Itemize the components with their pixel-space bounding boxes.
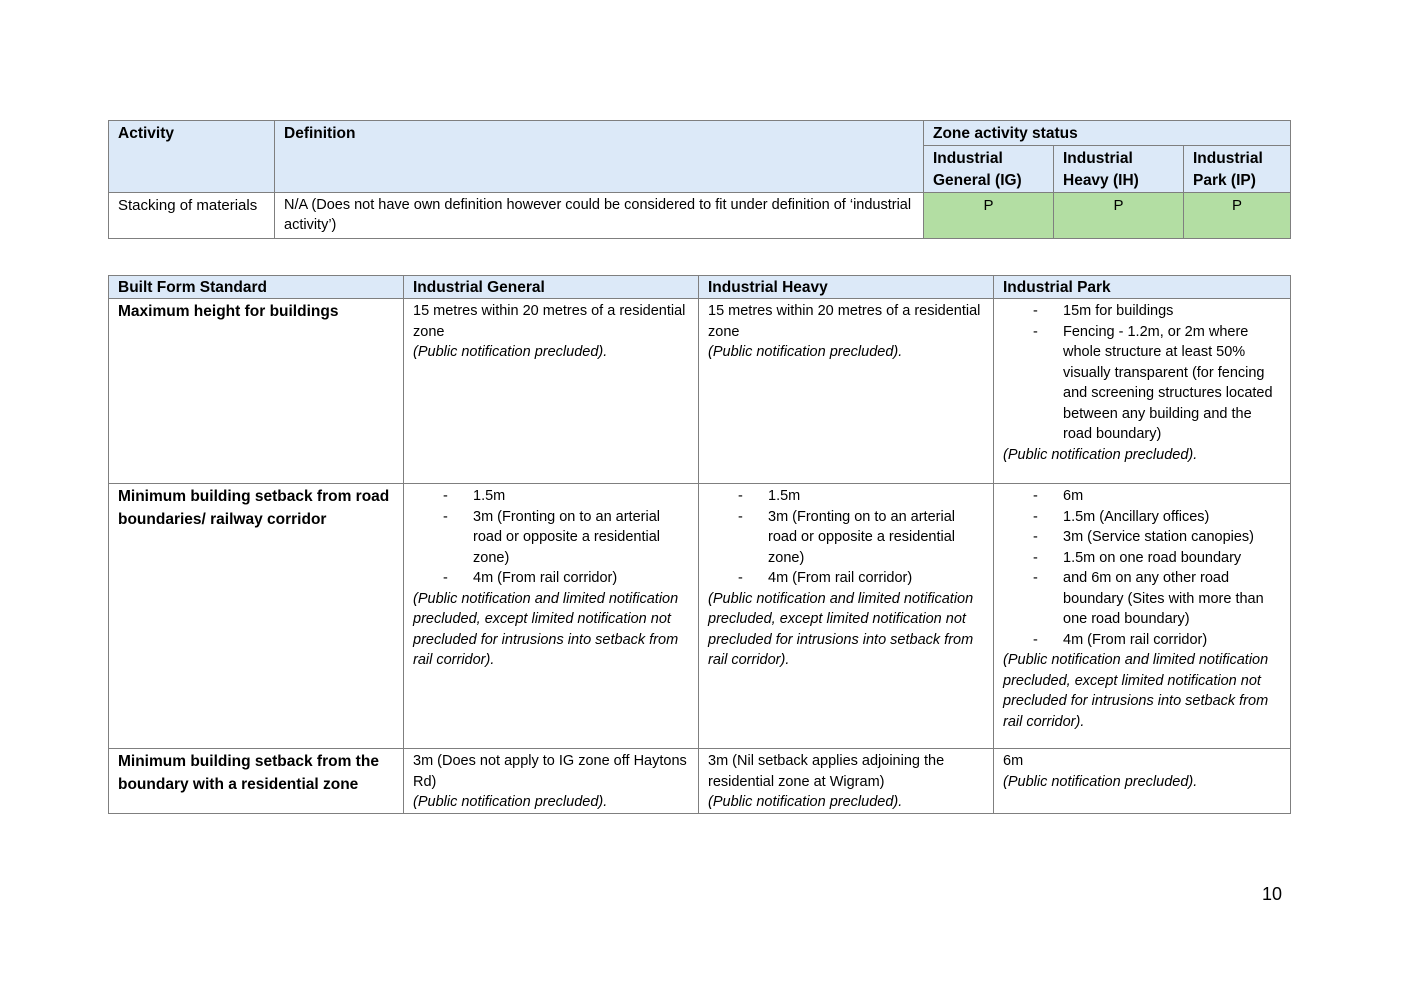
list-item: - 1.5m (Ancillary offices) — [1003, 507, 1281, 528]
built-form-standards-table — [108, 275, 1291, 814]
table-row — [109, 299, 1291, 484]
dash-list — [1003, 301, 1281, 445]
list-item: - 1.5m on one road boundary — [1003, 548, 1281, 569]
list-item: - 3m (Fronting on to an arterial road or opposite a residential zone) — [413, 507, 689, 569]
standard-cell: Minimum building setback from road boundaries/ railway corridor — [109, 484, 404, 749]
cell-note: (Public notification precluded). — [708, 344, 903, 360]
cell-note: (Public notification precluded). — [1003, 446, 1198, 463]
header-industrial-heavy: Industrial Heavy (IH) — [1054, 146, 1184, 193]
list-item: - 3m (Service station canopies) — [1003, 527, 1281, 548]
dash-list — [413, 486, 689, 589]
ip-cell — [994, 299, 1291, 484]
ih-cell — [699, 484, 994, 749]
header-industrial-heavy: Industrial Heavy — [699, 276, 994, 299]
header-definition: Definition — [275, 121, 924, 193]
standard-cell: Minimum building setback from the boundary with a residential zone — [109, 749, 404, 814]
ig-cell — [404, 484, 699, 749]
standard-cell: Maximum height for buildings — [109, 299, 404, 484]
cell-note: (Public notification precluded). — [708, 794, 903, 810]
list-item: - 15m for buildings — [1003, 301, 1281, 322]
ip-cell — [994, 484, 1291, 749]
list-item: - Fencing - 1.2m, or 2m where whole structure at least 50% visually transparent (for fencing and screening structures located between any building and the road boundary) — [1003, 322, 1281, 445]
cell-note: (Public notification and limited notification precluded, except limited notification not precluded for intrusions into setback from rail corridor). — [1003, 652, 1269, 730]
cell-note: (Public notification precluded). — [1003, 773, 1198, 790]
activity-status-table — [108, 120, 1291, 239]
header-built-form-standard: Built Form Standard — [109, 276, 404, 299]
activity-cell: Stacking of materials — [109, 193, 275, 239]
ig-cell — [404, 299, 699, 484]
header-industrial-park: Industrial Park — [994, 276, 1291, 299]
ih-cell — [699, 299, 994, 484]
header-industrial-general: Industrial General (IG) — [924, 146, 1054, 193]
ip-cell — [994, 749, 1291, 814]
list-item: - 4m (From rail corridor) — [413, 568, 689, 589]
cell-text: 6m — [1003, 753, 1024, 769]
header-industrial-park: Industrial Park (IP) — [1184, 146, 1291, 193]
cell-text: 15 metres within 20 metres of a residential zone — [708, 303, 981, 340]
list-item: - 1.5m — [413, 486, 689, 507]
status-ih: P — [1054, 193, 1184, 239]
ig-cell — [404, 749, 699, 814]
list-item: - 4m (From rail corridor) — [708, 568, 984, 589]
cell-note: (Public notification and limited notification precluded, except limited notification not precluded for intrusions into setback from rail corridor). — [413, 590, 679, 668]
list-item: - 4m (From rail corridor) — [1003, 630, 1281, 651]
cell-text: 15 metres within 20 metres of a residential zone — [413, 303, 686, 340]
table-row — [109, 484, 1291, 749]
list-item: - 3m (Fronting on to an arterial road or opposite a residential zone) — [708, 507, 984, 569]
cell-text: 3m (Does not apply to IG zone off Haytons Rd) — [413, 753, 687, 790]
list-item: - 6m — [1003, 486, 1281, 507]
cell-text: 3m (Nil setback applies adjoining the residential zone at Wigram) — [708, 753, 945, 790]
header-activity: Activity — [109, 121, 275, 193]
header-zone-activity-status: Zone activity status — [924, 121, 1291, 146]
cell-note: (Public notification and limited notification precluded, except limited notification not precluded for intrusions into setback from rail corridor). — [708, 590, 974, 668]
dash-list — [1003, 486, 1281, 650]
status-ip: P — [1184, 193, 1291, 239]
cell-note: (Public notification precluded). — [413, 794, 608, 810]
list-item: - and 6m on any other road boundary (Sites with more than one road boundary) — [1003, 568, 1281, 630]
dash-list — [708, 486, 984, 589]
list-item: - 1.5m — [708, 486, 984, 507]
cell-note: (Public notification precluded). — [413, 344, 608, 360]
status-ig: P — [924, 193, 1054, 239]
ih-cell — [699, 749, 994, 814]
page-number: 10 — [1262, 884, 1283, 904]
definition-cell: N/A (Does not have own definition however could be considered to fit under definition of ‘industrial activity’) — [275, 193, 924, 239]
table-row — [109, 749, 1291, 814]
header-industrial-general: Industrial General — [404, 276, 699, 299]
